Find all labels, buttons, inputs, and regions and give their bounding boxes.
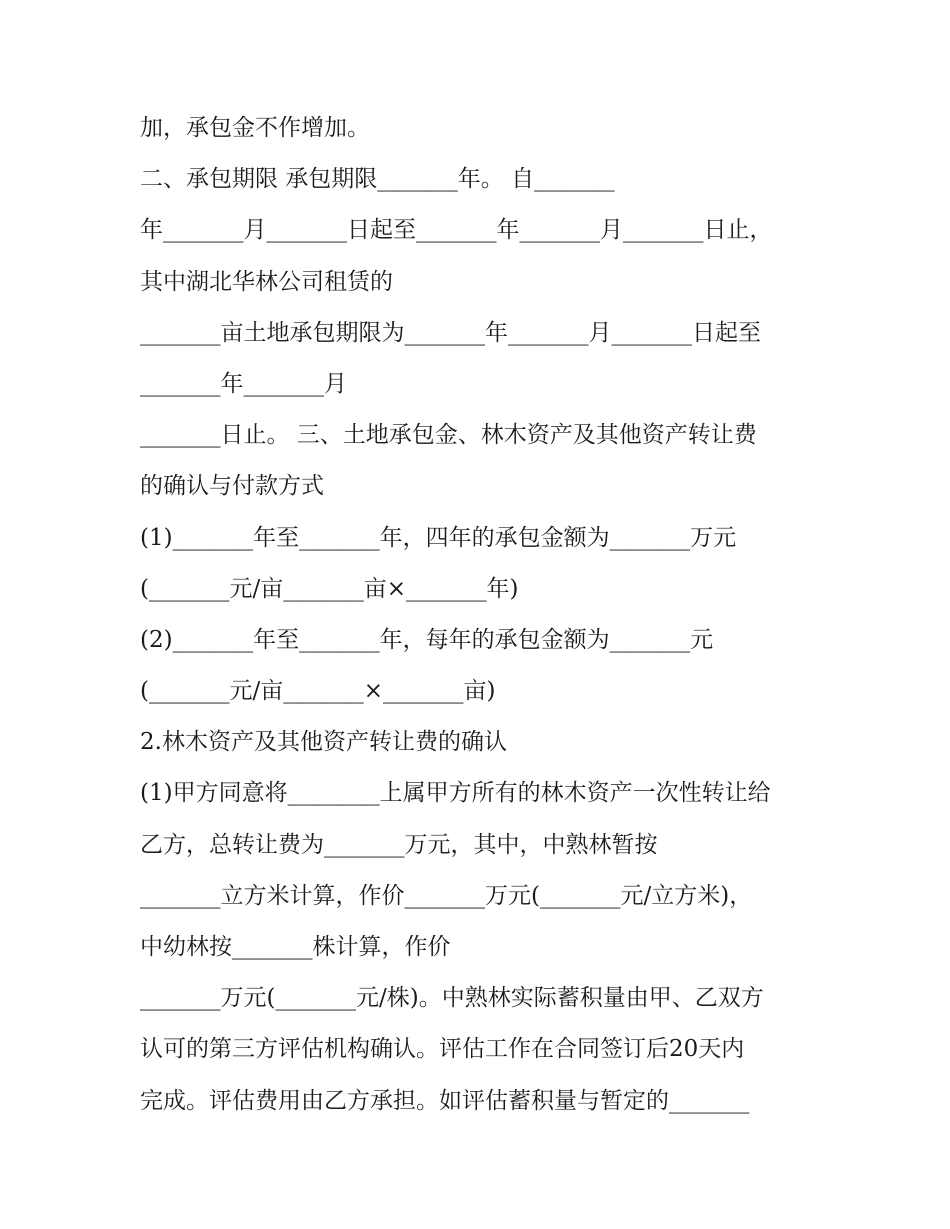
text-line: 二、承包期限 承包期限_______年。 自_______ xyxy=(140,166,615,193)
text-line: (1)_______年至_______年，四年的承包金额为_______万元 xyxy=(140,524,737,551)
text-line: 的确认与付款方式 xyxy=(140,473,324,500)
text-line: (1)甲方同意将________上属甲方所有的林木资产一次性转让给 xyxy=(140,780,771,807)
text-line: 其中湖北华林公司租赁的 xyxy=(140,268,393,295)
text-line: _______万元(_______元/株)。中熟林实际蓄积量由甲、乙双方 xyxy=(140,985,764,1012)
text-line: (2)_______年至_______年，每年的承包金额为_______元 xyxy=(140,626,714,653)
text-line: 认可的第三方评估机构确认。评估工作在合同签订后20天内 xyxy=(140,1036,745,1063)
contract-text-body xyxy=(140,103,840,1127)
text-line: _______年_______月 xyxy=(140,370,347,397)
text-line: _______立方米计算，作价_______万元(_______元/立方米)， xyxy=(140,882,753,909)
text-line: 乙方，总转让费为_______万元，其中，中熟林暂按 xyxy=(140,831,658,858)
section-heading: 2.林木资产及其他资产转让费的确认 xyxy=(140,729,507,756)
text-line: (_______元/亩_______亩×_______年) xyxy=(140,575,519,602)
text-line: _______亩土地承包期限为_______年_______月_______日起至 xyxy=(140,319,761,346)
text-line: (_______元/亩_______×_______亩) xyxy=(140,678,496,705)
text-line: _______日止。 三、土地承包金、林木资产及其他资产转让费 xyxy=(140,422,757,449)
text-line: 年_______月_______日起至_______年_______月_______日止， xyxy=(140,217,773,244)
text-line: 中幼林按_______株计算，作价 xyxy=(140,934,451,960)
text-line: 完成。评估费用由乙方承担。如评估蓄积量与暂定的_______ xyxy=(140,1087,750,1114)
text-line: 加，承包金不作增加。 xyxy=(140,115,370,141)
